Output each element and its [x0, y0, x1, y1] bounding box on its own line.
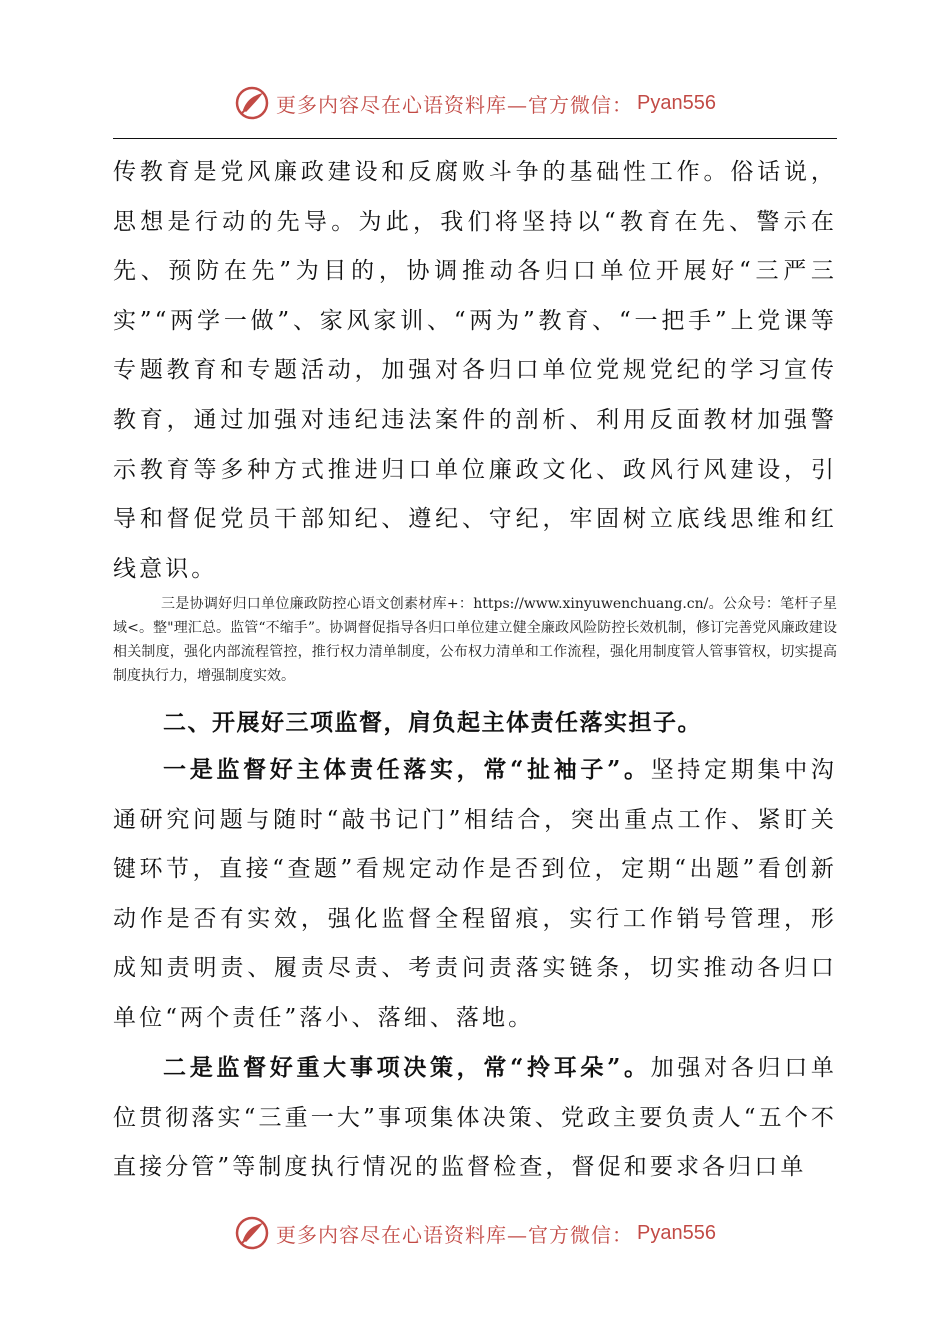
logo-icon [234, 1215, 270, 1251]
logo-icon [234, 85, 270, 121]
section-heading-supervision: 二、开展好三项监督，肩负起主体责任落实担子。 [163, 709, 702, 736]
header-divider [113, 138, 837, 139]
paragraph-body: 加强对各归口单位贯彻落实“三重一大”事项集体决策、党政主要负责人“五个不直接分管”等制度执行情况的监督检查，督促和要求各归口单 [113, 1055, 838, 1181]
paragraph-lead: 二是监督好重大事项决策，常“拎耳朵”。 [163, 1054, 651, 1081]
watermark-text: 更多内容尽在心语资料库—官方微信： [276, 92, 634, 117]
paragraph-education: 传教育是党风廉政建设和反腐败斗争的基础性工作。俗话说，思想是行动的先导。为此，我们将坚持以“教育在先、警示在先、预防在先”为目的，协调推动各归口单位开展好“三严三实”“两学一做”、家风家训、“两为”教育、“一把手”上党课等专题教育和专题活动，加强对各归口单位党规党纪的学习宣传教育，通过加强对违纪违法案件的剖析、利用反面教材加强警示教育等多种方式推进归口单位廉政文化、政风行风建设，引导和督促党员干部知纪、遵纪、守纪，牢固树立底线思维和红线意识。 [113, 159, 837, 582]
paragraph-major-decisions [113, 1043, 837, 1193]
paragraph-lead: 一是监督好主体责任落实，常“扯袖子”。 [163, 756, 651, 783]
paragraph-main-responsibility [113, 745, 837, 1044]
watermark-wechat-id: Pyan556 [637, 91, 716, 114]
watermark-wechat-id: Pyan556 [637, 1221, 716, 1244]
watermark-header [0, 83, 950, 123]
watermark-text: 更多内容尽在心语资料库—官方微信： [276, 1222, 634, 1247]
paragraph-body: 坚持定期集中沟通研究问题与随时“敲书记门”相结合，突出重点工作、紧盯关键环节，直接“查题”看规定动作是否到位，定期“出题”看创新动作是否有实效，强化监督全程留痕，实行工作销号管理，形成知责明责、履责尽责、考责问责落实链条，切实推动各归口单位“两个责任”落小、落细、落地。 [113, 757, 838, 1031]
paragraph-risk-control: 三是协调好归口单位廉政防控心语文创素材库+：https://www.xinyuwenchuang.cn/。公众号：笔杆子星域<。整"理汇总。监管“不缩手”。协调督促指导各归口单位建立健全廉政风险防控长效机制，修订完善党风廉政建设相关制度，强化内部流程管控，推行权力清单制度，公布权力清单和工作流程，强化用制度管人管事管权，切实提高制度执行力，增强制度实效。 [113, 596, 837, 684]
watermark-footer [0, 1213, 950, 1253]
